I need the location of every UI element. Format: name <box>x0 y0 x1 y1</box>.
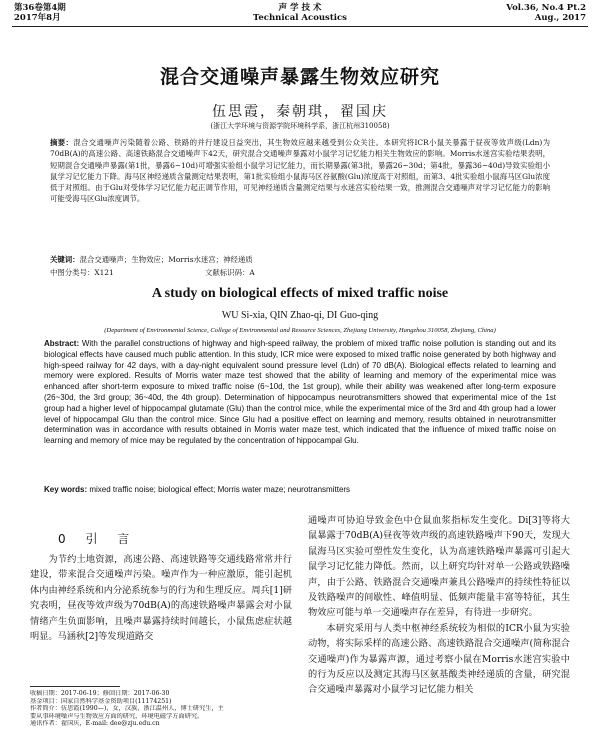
classification-line <box>50 267 550 278</box>
header-right <box>506 3 586 23</box>
author-bio: 作者简介：伍思霞(1990—)，女，汉族，浙江温州人，博士研究生，主 <box>30 705 224 713</box>
funding-info: 基金项目：国家自然科学基金资助项目(11174251) <box>30 697 172 705</box>
keywords-en <box>44 485 556 494</box>
journal-name-en: Technical Acoustics <box>253 13 347 23</box>
body-column-right <box>308 513 570 698</box>
volume-issue-en: Vol.36, No.4 Pt.2 <box>506 3 586 13</box>
corresponding-author: 通讯作者：翟国庆，E-mail: dee@zju.edu.cn <box>30 720 160 728</box>
received-date: 收稿日期：2017-06-19；修回日期：2017-06-30 <box>30 690 170 697</box>
abstract-text-cn: 混合交通噪声污染随着公路、铁路的并行建设日益突出，其生物效应越来越受到公众关注。本研究将ICR小鼠关暴露于昼夜等效声级(Ldn)为70dB(A)的高速公路、高速铁路混合交通噪声下42天，研究混合交通噪声暴露对小鼠学习记忆能力相关生物效应的影响。Morris水迷宫实验结果表明，短期混合交通噪声暴露(第1批，暴露6~10d)可增强实验组小鼠学习记忆能力，而长期暴露(第3批，暴露26~30d；第4批，暴露36~40d)导致实验组小鼠学习记忆能力下降。海马区神经递质含量测定结果表明，第1批实验组小鼠海马区谷氨酸(Glu)浓度高于对照组，而第3、4批实验组小鼠海马区Glu浓度低于对照组。由于Glu对受体学习记忆能力起正调节作用，可见神经递质含量测定结果与水迷宫实验结果一致，推测混合交通噪声对学习记忆能力的影响可能受海马区Glu浓度调节。 <box>50 138 550 204</box>
authors-cn: 伍思霞，秦朝琪，翟国庆 <box>212 104 388 120</box>
abstract-label-en: Abstract: <box>44 339 80 348</box>
keywords-text-en: mixed traffic noise; biological effect; Morris water maze; neurotransmitters <box>89 485 351 494</box>
volume-issue: 第36卷第4期 <box>14 3 66 13</box>
abstract-label-cn: 摘要： <box>50 138 74 147</box>
affiliation-en: (Department of Environmental Science, College of Environmental and Resource Sciences, Zhejiang University, Hangzhou 310058, Zhejiang, China) <box>104 327 496 334</box>
issue-date: 2017年8月 <box>14 13 61 23</box>
keywords-text-cn: 混合交通噪声；生物效应；Morris水迷宫；神经递质 <box>79 255 253 264</box>
issue-date-en: Aug., 2017 <box>534 13 586 23</box>
document-code: 文献标识码：A <box>205 268 255 277</box>
keywords-label-cn: 关键词： <box>50 255 80 264</box>
keywords-label-en: Key words: <box>44 485 88 494</box>
paper-title-en: A study on biological effects of mixed traffic noise <box>151 286 449 301</box>
header-divider <box>12 26 588 27</box>
footnotes <box>30 690 292 728</box>
paper-title-cn: 混合交通噪声暴露生物效应研究 <box>159 66 440 88</box>
journal-name-cn: 声 学 技 术 <box>278 3 322 13</box>
body-column-left <box>30 552 292 644</box>
abstract-en <box>44 339 556 447</box>
body-paragraph: 通噪声可协迫导致金色中仓鼠血浆指标发生变化。Di[3]等将大鼠暴露于70dB(A)昼夜等效声级的高速铁路噪声下90天，发现大鼠海马区实验可塑性发生变化，认为高速铁路噪声暴露可引起大鼠学习记忆能力降低。然而，以上研究均针对单一公路或铁路噪声，由于公路、铁路混合交通噪声兼具公路噪声的持续性特征以及铁路噪声的间歇性、峰值明显、低频声能量丰富等特征，其生物效应可能与单一交通噪声存在差异，有待进一步研究。 <box>308 515 570 619</box>
keywords-cn <box>50 254 253 265</box>
authors-en: WU Si-xia, QIN Zhao-qi, DI Guo-qing <box>221 310 379 321</box>
affiliation-cn: (浙江大学环境与资源学院环境科学系，浙江杭州310058) <box>210 122 390 130</box>
abstract-text-en: With the parallel constructions of highway and high-speed railway, the problem of mixed traffic noise pollution is standing out and its biological effects have caused much public attention. In this study, ICR mice were exposed to mixed traffic noise generated by both highway and high-speed railway for 42 days, with a day-night equivalent sound pressure level (Ldn) of 70 dB(A). Biological effects related to learning and memory were explored. Results of Morris water maze test showed that the ability of learning and memory of the experimental mice was enhanced after short-term exposure to mixed traffic noise (6~10d, the 1st group), while their ability was weakened after long-term exposure (26~30d, the 3rd group; 36~40d, the 4th group). Determination of hippocampus neurotransmitters showed that experimental mice of the 1st group had a higher level of hippocampal glutamate (Glu) than the control mice, while the experimental mice of the 3rd and 4th group had a lower level of hippocampal Glu than the control mice. Since Glu had a positive effect on learning and memory, results obtained in neurotransmitter determination was in accordance with results obtained in Morris water maze test, which indicated that the influence of mixed traffic noise on learning and memory of mice may be regulated by the concentration of hippocampal Glu. <box>44 339 556 446</box>
body-paragraph: 本研究采用与人类中枢神经系统较为相似的ICR小鼠为实验动物，将实际采样的高速公路、高速铁路混合交通噪声(简称混合交通噪声)作为暴露声源，通过考察小鼠在Morris水迷宫实验中的行为反应以及测定其海马区氨基酸类神经递质的含量，研究混合交通噪声暴露对小鼠学习记忆能力相关 <box>308 622 570 696</box>
clc-number: 中图分类号：X121 <box>50 268 114 277</box>
body-paragraph: 为节约土地资源，高速公路、高速铁路等交通线路常常并行建设，带来混合交通噪声污染。噪声作为一种应激原，能引起机体内由神经系统和内分泌系统参与的行为和生理反应。周兵[1]研究表明，昼夜等效声级为70dB(A)的高速铁路噪声暴露会对小鼠情绪产生负面影响，且噪声暴露持续时间越长，小鼠焦虑症状越明显。马涵秋[2]等发现道路交 <box>30 554 292 643</box>
section-heading: 0 引 言 <box>58 532 138 546</box>
footnote-divider <box>30 686 120 687</box>
abstract-cn <box>50 137 550 205</box>
author-bio-cont: 要从事环境噪声与生物效应方面的研究，环境电磁学方面研究。 <box>30 712 204 720</box>
